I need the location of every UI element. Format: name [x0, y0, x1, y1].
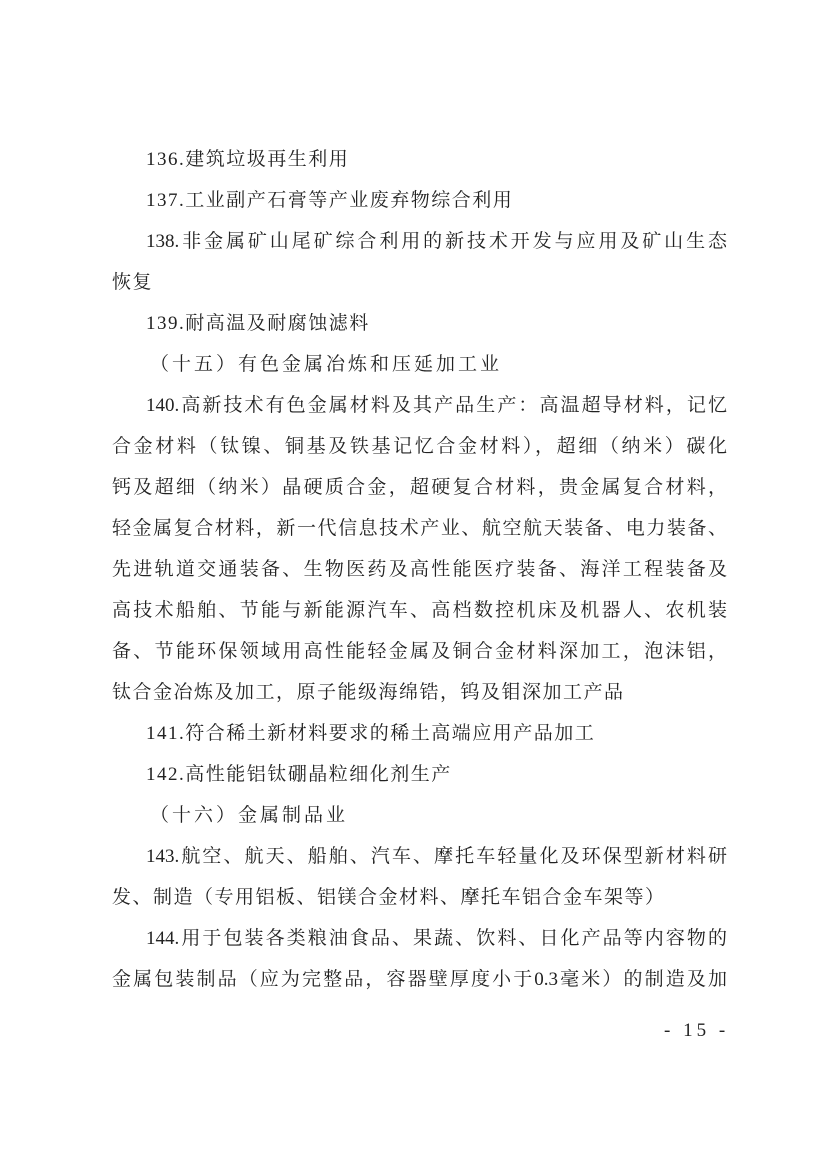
- item-140-line-7: 备、节能环保领域用高性能轻金属及铜合金材料深加工，泡沫铝，: [112, 641, 727, 662]
- item-139: 139.耐高温及耐腐蚀滤料: [146, 313, 370, 334]
- item-140-line-5: 先进轨道交通装备、生物医药及高性能医疗装备、海洋工程装备及: [112, 559, 727, 580]
- item-140-line-1: 140.高新技术有色金属材料及其产品生产：高温超导材料，记忆: [146, 395, 727, 416]
- section-heading-15: （十五）有色金属冶炼和压延加工业: [150, 354, 503, 375]
- item-142: 142.高性能铝钛硼晶粒细化剂生产: [146, 764, 452, 785]
- item-138-line-2: 恢复: [112, 272, 154, 293]
- item-140-line-8: 钛合金冶炼及加工，原子能级海绵锆，钨及钼深加工产品: [112, 682, 625, 703]
- item-140-line-3: 钙及超细（纳米）晶硬质合金，超硬复合材料，贵金属复合材料，: [112, 477, 727, 498]
- item-143-line-1: 143.航空、航天、船舶、汽车、摩托车轻量化及环保型新材料研: [146, 846, 727, 867]
- item-144-line-2: 金属包装制品（应为完整品，容器壁厚度小于0.3毫米）的制造及加: [112, 969, 727, 990]
- item-140-line-2: 合金材料（钛镍、铜基及铁基记忆合金材料），超细（纳米）碳化: [112, 436, 727, 457]
- item-143-line-2: 发、制造（专用铝板、铝镁合金材料、摩托车铝合金车架等）: [112, 887, 666, 908]
- item-141: 141.符合稀土新材料要求的稀土高端应用产品加工: [146, 723, 596, 744]
- item-136: 136.建筑垃圾再生利用: [146, 149, 350, 170]
- page-number: - 15 -: [664, 1020, 730, 1041]
- document-body: [112, 139, 727, 1000]
- item-144-line-1: 144.用于包装各类粮油食品、果蔬、饮料、日化产品等内容物的: [146, 928, 727, 949]
- item-138-line-1: 138.非金属矿山尾矿综合利用的新技术开发与应用及矿山生态: [146, 231, 727, 252]
- item-140-line-4: 轻金属复合材料，新一代信息技术产业、航空航天装备、电力装备、: [112, 518, 727, 539]
- section-heading-16: （十六）金属制品业: [150, 805, 349, 826]
- item-140-line-6: 高技术船舶、节能与新能源汽车、高档数控机床及机器人、农机装: [112, 600, 727, 621]
- item-137: 137.工业副产石膏等产业废弃物综合利用: [146, 190, 514, 211]
